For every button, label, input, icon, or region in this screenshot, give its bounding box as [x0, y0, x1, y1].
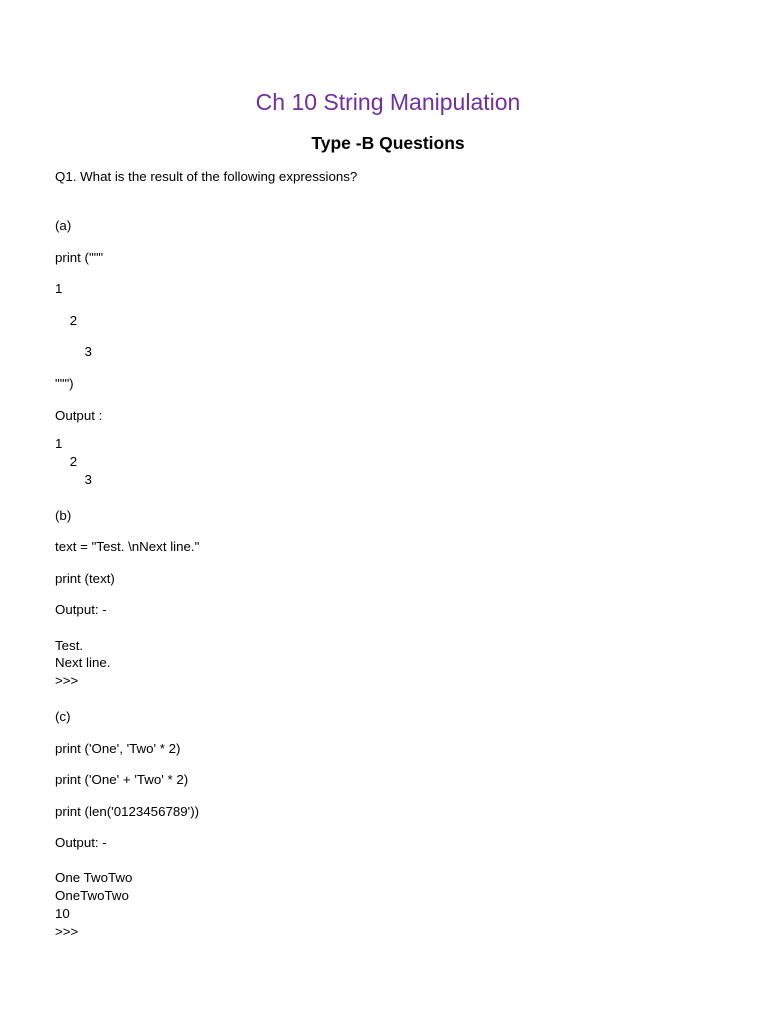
- code-line: 3: [55, 344, 92, 359]
- code-line: print (""": [55, 250, 104, 265]
- output-line: 10: [55, 906, 70, 921]
- document-title: Ch 10 String Manipulation: [255, 89, 521, 115]
- code-line: print (len('0123456789')): [55, 804, 200, 819]
- output-line: 3: [55, 472, 92, 487]
- part-b-label: (b): [55, 508, 72, 523]
- code-line: 2: [55, 313, 78, 328]
- output-line: >>>: [55, 673, 79, 688]
- output-label: Output :: [55, 408, 103, 423]
- output-line: Next line.: [55, 655, 111, 670]
- part-c-label: (c): [55, 709, 71, 724]
- question-text: Q1. What is the result of the following expressions?: [55, 169, 358, 184]
- output-label: Output: -: [55, 602, 107, 617]
- code-line: print ('One', 'Two' * 2): [55, 741, 181, 756]
- code-line: text = "Test. \nNext line.": [55, 539, 200, 554]
- output-line: OneTwoTwo: [55, 888, 129, 903]
- output-line: 1: [55, 436, 63, 451]
- section-heading: Type -B Questions: [311, 133, 465, 153]
- output-line: 2: [55, 454, 78, 469]
- output-label: Output: -: [55, 835, 107, 850]
- output-line: One TwoTwo: [55, 870, 133, 885]
- code-line: print ('One' + 'Two' * 2): [55, 772, 189, 787]
- code-line: 1: [55, 281, 63, 296]
- part-a-label: (a): [55, 218, 72, 233]
- output-line: >>>: [55, 924, 79, 939]
- code-line: print (text): [55, 571, 115, 586]
- code-line: """): [55, 376, 74, 391]
- output-line: Test.: [55, 638, 84, 653]
